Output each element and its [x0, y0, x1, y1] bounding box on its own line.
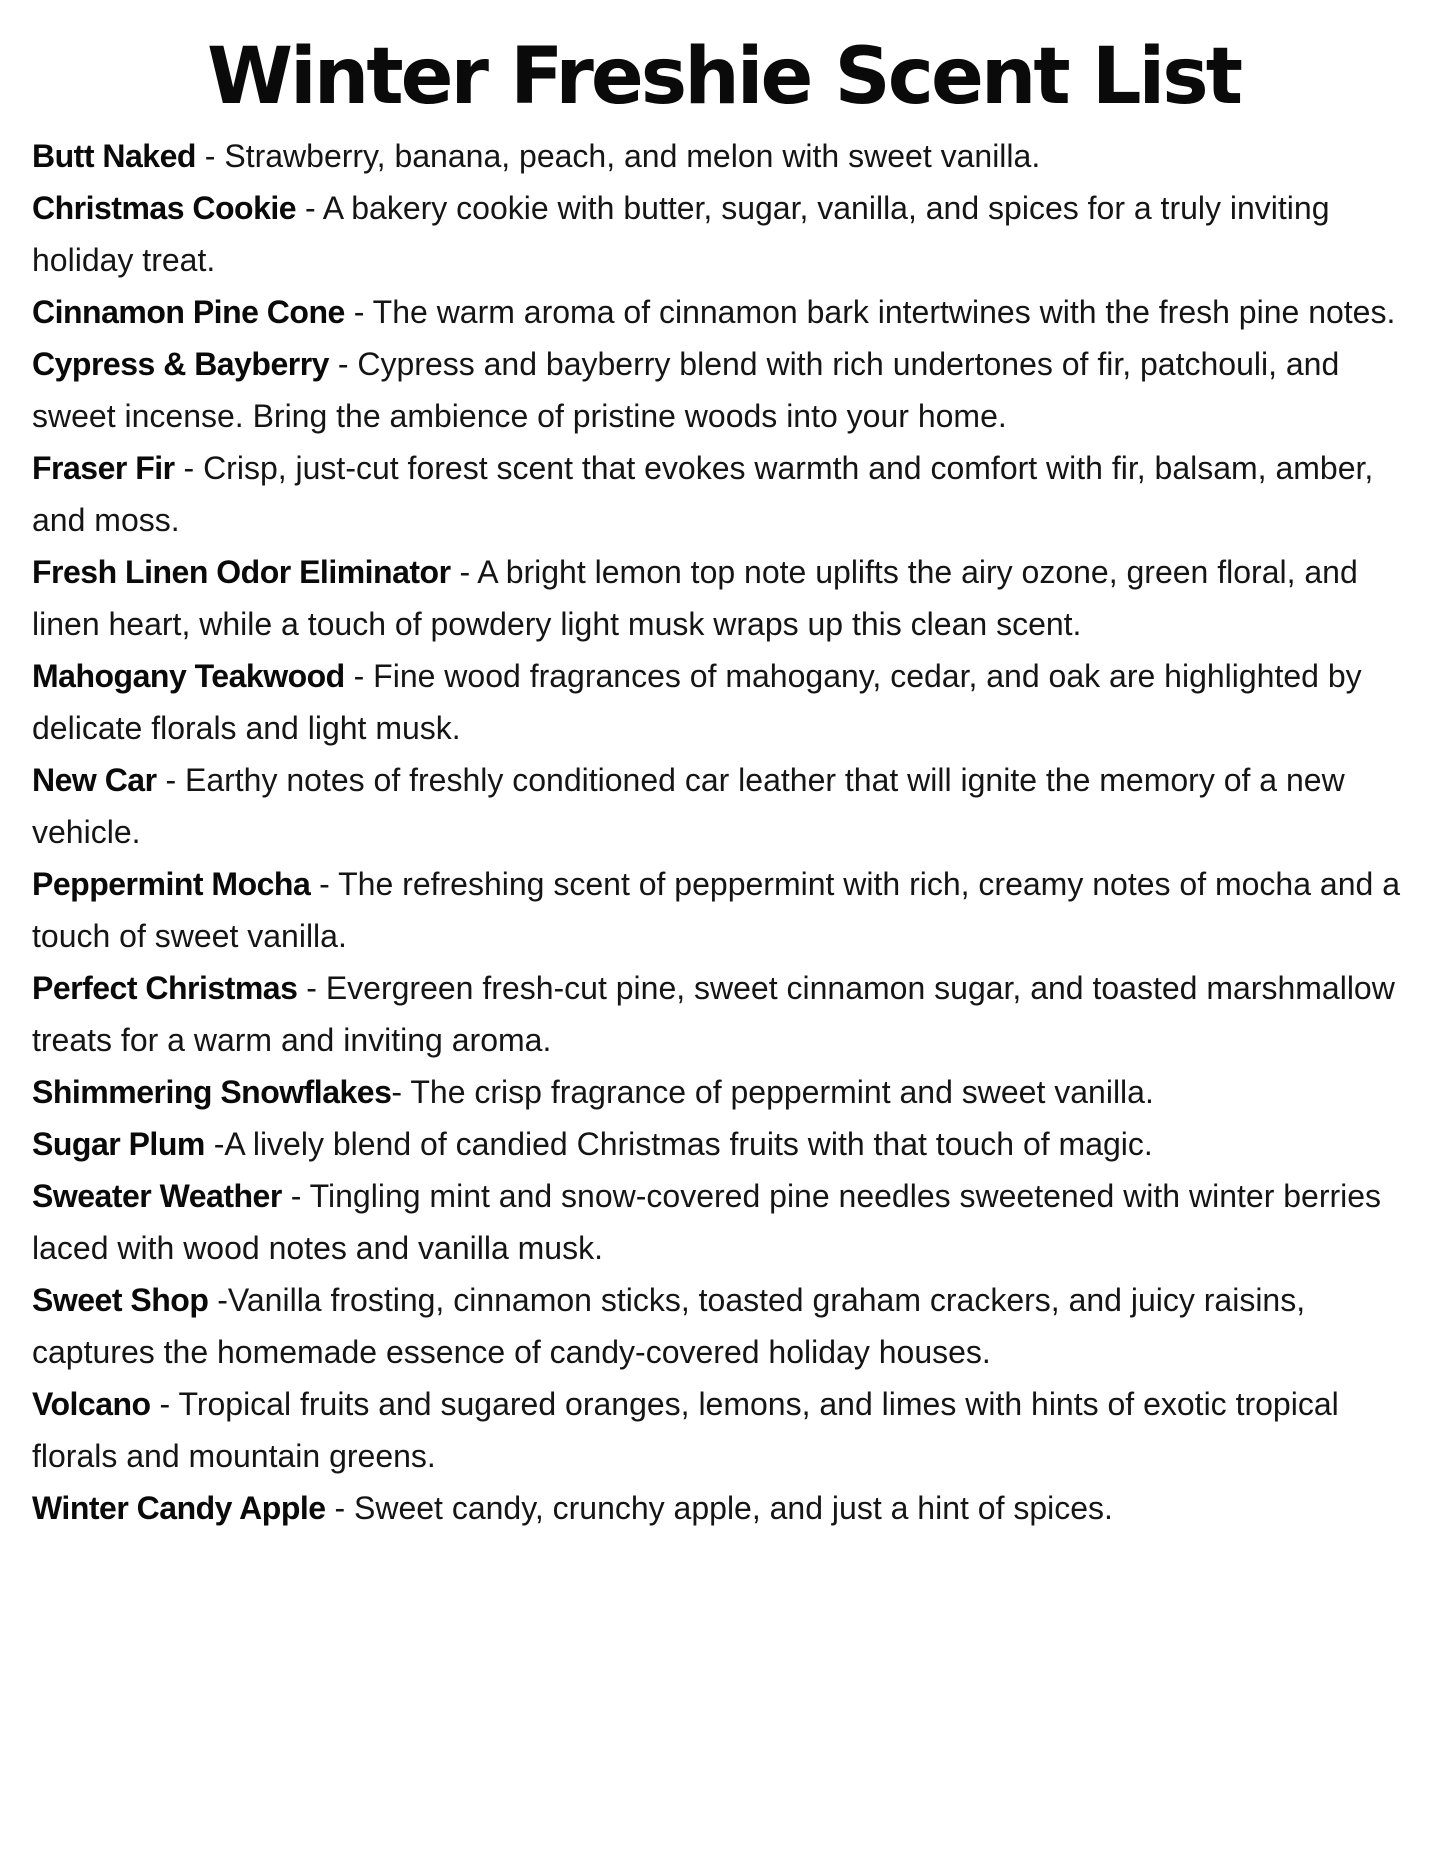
scent-name: Volcano — [32, 1386, 151, 1422]
scent-item — [32, 286, 1415, 338]
scent-description: - Evergreen fresh-cut pine, sweet cinnamon sugar, and toasted marshmallow treats for a warm and inviting aroma. — [32, 970, 1395, 1058]
scent-list — [32, 130, 1415, 1534]
scent-name: Fraser Fir — [32, 450, 175, 486]
scent-description: - Strawberry, banana, peach, and melon with sweet vanilla. — [195, 138, 1041, 174]
scent-item — [32, 442, 1415, 546]
scent-item — [32, 1066, 1415, 1118]
scent-name: Perfect Christmas — [32, 970, 298, 1006]
scent-name: Cypress & Bayberry — [32, 346, 329, 382]
scent-name: Winter Candy Apple — [32, 1490, 326, 1526]
scent-description: -A lively blend of candied Christmas fruits with that touch of magic. — [204, 1126, 1153, 1162]
scent-item — [32, 1482, 1415, 1534]
scent-description: - A bright lemon top note uplifts the airy ozone, green floral, and linen heart, while a touch of powdery light musk wraps up this clean scent. — [32, 554, 1358, 642]
scent-name: Sweet Shop — [32, 1282, 209, 1318]
scent-item — [32, 1378, 1415, 1482]
scent-item — [32, 1170, 1415, 1274]
scent-name: Christmas Cookie — [32, 190, 297, 226]
scent-description: -Vanilla frosting, cinnamon sticks, toasted graham crackers, and juicy raisins, captures the homemade essence of candy-covered holiday houses. — [32, 1282, 1306, 1370]
scent-description: - The crisp fragrance of peppermint and sweet vanilla. — [391, 1074, 1154, 1110]
scent-item — [32, 858, 1415, 962]
scent-item — [32, 130, 1415, 182]
scent-description: - A bakery cookie with butter, sugar, vanilla, and spices for a truly inviting holiday treat. — [32, 190, 1330, 278]
page-title: Winter Freshie Scent List — [207, 32, 1240, 122]
scent-item — [32, 1274, 1415, 1378]
scent-description: - Sweet candy, crunchy apple, and just a hint of spices. — [325, 1490, 1113, 1526]
scent-description: - Tingling mint and snow-covered pine needles sweetened with winter berries laced with wood notes and vanilla musk. — [32, 1178, 1382, 1266]
scent-description: - Crisp, just-cut forest scent that evokes warmth and comfort with fir, balsam, amber, and moss. — [32, 450, 1374, 538]
scent-item — [32, 338, 1415, 442]
scent-item — [32, 650, 1415, 754]
scent-name: Cinnamon Pine Cone — [32, 294, 345, 330]
scent-name: Mahogany Teakwood — [32, 658, 345, 694]
scent-name: Sugar Plum — [32, 1126, 205, 1162]
scent-item — [32, 546, 1415, 650]
scent-item — [32, 962, 1415, 1066]
scent-item — [32, 754, 1415, 858]
scent-description: - The warm aroma of cinnamon bark intertwines with the fresh pine notes. — [344, 294, 1396, 330]
scent-item — [32, 1118, 1415, 1170]
scent-description: - The refreshing scent of peppermint with rich, creamy notes of mocha and a touch of sweet vanilla. — [32, 866, 1400, 954]
scent-item — [32, 182, 1415, 286]
scent-name: Shimmering Snowflakes — [32, 1074, 392, 1110]
scent-description: - Fine wood fragrances of mahogany, cedar, and oak are highlighted by delicate florals and light musk. — [32, 658, 1362, 746]
scent-name: New Car — [32, 762, 157, 798]
scent-name: Sweater Weather — [32, 1178, 282, 1214]
scent-name: Fresh Linen Odor Eliminator — [32, 554, 451, 590]
scent-name: Peppermint Mocha — [32, 866, 311, 902]
scent-description: - Tropical fruits and sugared oranges, lemons, and limes with hints of exotic tropical florals and mountain greens. — [32, 1386, 1339, 1474]
scent-name: Butt Naked — [32, 138, 196, 174]
scent-description: - Earthy notes of freshly conditioned car leather that will ignite the memory of a new vehicle. — [32, 762, 1345, 850]
scent-description: - Cypress and bayberry blend with rich undertones of fir, patchouli, and sweet incense. Bring the ambience of pristine woods into your home. — [32, 346, 1340, 434]
